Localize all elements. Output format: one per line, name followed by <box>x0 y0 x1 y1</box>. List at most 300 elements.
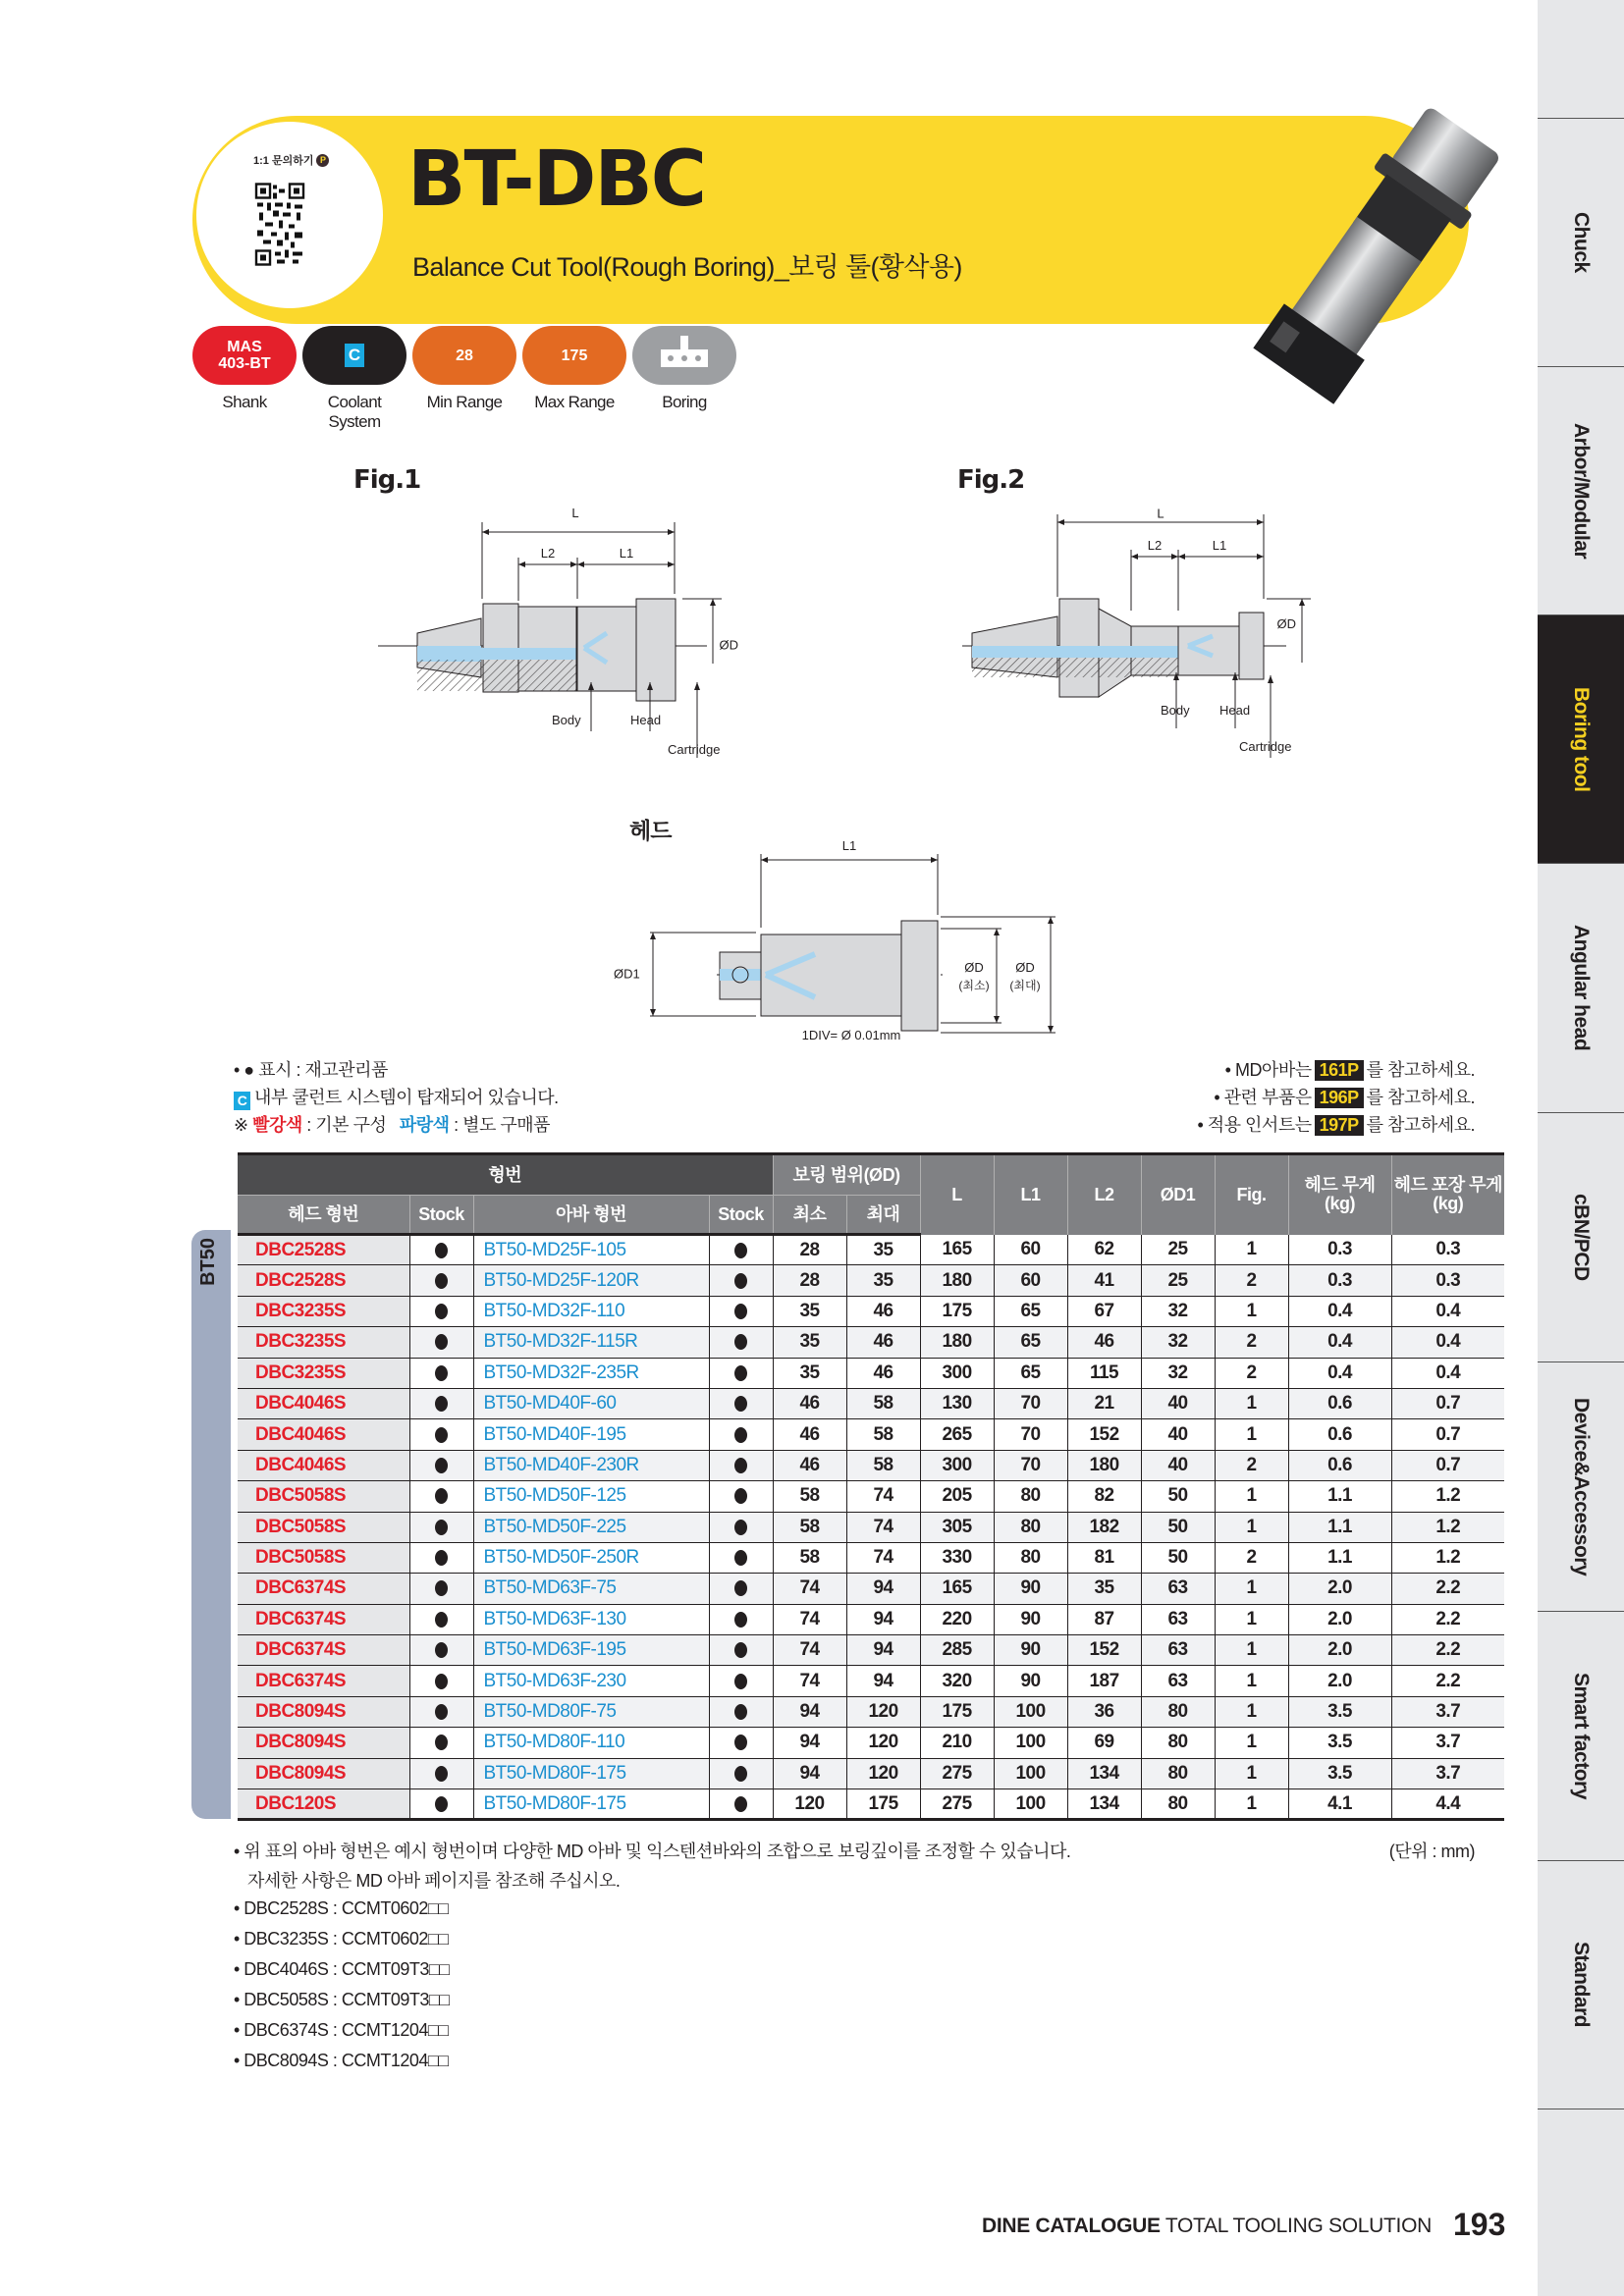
qr-label-text: 1:1 문의하기 <box>253 155 314 167</box>
max-cell: 58 <box>846 1388 920 1418</box>
head-drawing <box>609 834 1080 1060</box>
stock-dot-icon <box>734 1520 747 1535</box>
min-cell: 46 <box>773 1450 846 1480</box>
head-model-cell: DBC3235S <box>238 1327 409 1358</box>
table-row <box>238 1696 1504 1727</box>
head-dmax-label: ØD <box>1015 960 1035 975</box>
table-row <box>238 1574 1504 1604</box>
l2-cell: 87 <box>1067 1604 1141 1634</box>
d1-cell: 80 <box>1141 1696 1215 1727</box>
stock-dot-icon <box>435 1458 448 1473</box>
stock-dot-icon <box>435 1612 448 1628</box>
coolant-badge <box>302 326 406 385</box>
stock-dot-icon <box>734 1674 747 1689</box>
pack-weight-cell: 1.2 <box>1391 1481 1504 1512</box>
stock-dot-icon <box>435 1580 448 1596</box>
stock-dot-icon <box>435 1642 448 1658</box>
d1-cell: 63 <box>1141 1604 1215 1634</box>
ref-prefix: • 관련 부품은 <box>1214 1088 1312 1107</box>
max-cell: 46 <box>846 1358 920 1388</box>
head-weight-cell: 2.0 <box>1288 1635 1391 1666</box>
table-row <box>238 1635 1504 1666</box>
unit-label: (단위 : mm) <box>1388 1842 1475 1861</box>
spec-caption: Boring <box>662 393 707 411</box>
boring-badge <box>632 326 736 385</box>
arbor-model-cell: BT50-MD40F-230R <box>473 1450 709 1480</box>
shank-line2: 403-BT <box>218 355 271 372</box>
red-label: 빨강색 <box>252 1115 302 1135</box>
l2-cell: 115 <box>1067 1358 1141 1388</box>
l1-cell: 65 <box>994 1296 1067 1326</box>
stock-dot-icon <box>435 1427 448 1443</box>
stock-cell <box>409 1542 473 1573</box>
ref-inserts <box>1197 1111 1475 1137</box>
stock-cell <box>409 1789 473 1820</box>
stock-cell <box>409 1296 473 1326</box>
stock-dot-icon <box>734 1735 747 1750</box>
l-cell: 180 <box>920 1327 994 1358</box>
tab-cbn-pcd[interactable] <box>1538 1112 1624 1362</box>
bt50-group-tab <box>191 1230 231 1819</box>
l-cell: 130 <box>920 1388 994 1418</box>
head-fig-title: 헤드 <box>629 819 672 844</box>
d1-cell: 32 <box>1141 1296 1215 1326</box>
coolant-note <box>234 1084 559 1110</box>
fig2-l1-label: L1 <box>1212 538 1227 553</box>
arbor-model-cell: BT50-MD32F-115R <box>473 1327 709 1358</box>
stock-dot-icon <box>435 1304 448 1319</box>
max-cell: 74 <box>846 1481 920 1512</box>
min-cell: 35 <box>773 1358 846 1388</box>
max-cell: 35 <box>846 1265 920 1296</box>
tab-device-accessory[interactable] <box>1538 1362 1624 1611</box>
product-subtitle: Balance Cut Tool(Rough Boring)_보링 툴(황삭용) <box>412 252 962 282</box>
footer-tagline: TOTAL TOOLING SOLUTION <box>1164 2215 1432 2237</box>
spec-boring <box>632 326 736 412</box>
head-weight-cell: 3.5 <box>1288 1758 1391 1789</box>
stock-dot-icon <box>734 1796 747 1812</box>
stock-cell <box>709 1296 773 1326</box>
max-cell: 120 <box>846 1758 920 1789</box>
fig1-head-label: Head <box>630 713 662 727</box>
d1-cell: 50 <box>1141 1542 1215 1573</box>
head-model-cell: DBC8094S <box>238 1728 409 1758</box>
stock-cell <box>409 1358 473 1388</box>
stock-dot-icon <box>435 1243 448 1258</box>
stock-dot-icon <box>435 1674 448 1689</box>
table-row <box>238 1265 1504 1296</box>
l-cell: 180 <box>920 1265 994 1296</box>
head-weight-cell: 0.6 <box>1288 1419 1391 1450</box>
stock-cell <box>409 1604 473 1634</box>
stock-cell <box>709 1450 773 1480</box>
fig2-drawing <box>943 501 1316 766</box>
stock-dot-icon <box>435 1766 448 1782</box>
table-row <box>238 1604 1504 1634</box>
d1-cell: 80 <box>1141 1789 1215 1820</box>
l2-cell: 46 <box>1067 1327 1141 1358</box>
min-cell: 94 <box>773 1696 846 1727</box>
l2-cell: 134 <box>1067 1789 1141 1820</box>
pack-weight-cell: 2.2 <box>1391 1635 1504 1666</box>
page-ref-link[interactable]: 196P <box>1315 1088 1364 1108</box>
l1-cell: 100 <box>994 1728 1067 1758</box>
spec-coolant <box>302 326 406 432</box>
fig-cell: 1 <box>1215 1604 1288 1634</box>
d1-cell: 32 <box>1141 1358 1215 1388</box>
group-label: BT50 <box>197 1238 219 1286</box>
head-model-cell: DBC2528S <box>238 1235 409 1265</box>
spec-caption: Max Range <box>534 393 615 411</box>
head-model-cell: DBC4046S <box>238 1450 409 1480</box>
head-model-cell: DBC8094S <box>238 1758 409 1789</box>
arbor-model-cell: BT50-MD50F-250R <box>473 1542 709 1573</box>
head-model-cell: DBC5058S <box>238 1542 409 1573</box>
stock-cell <box>709 1327 773 1358</box>
d1-cell: 80 <box>1141 1728 1215 1758</box>
stock-cell <box>409 1265 473 1296</box>
head-model-cell: DBC8094S <box>238 1696 409 1727</box>
l-cell: 300 <box>920 1358 994 1388</box>
max-cell: 74 <box>846 1542 920 1573</box>
qr-inquiry-label[interactable] <box>253 152 329 168</box>
stock-dot-icon <box>734 1612 747 1628</box>
header-arbor-model: 아바 형번 <box>473 1196 709 1235</box>
arbor-model-cell: BT50-MD50F-225 <box>473 1512 709 1542</box>
min-cell: 120 <box>773 1789 846 1820</box>
head-weight-cell: 0.3 <box>1288 1265 1391 1296</box>
pack-weight-cell: 3.7 <box>1391 1728 1504 1758</box>
l1-cell: 80 <box>994 1481 1067 1512</box>
table-row <box>238 1789 1504 1820</box>
stock-cell <box>409 1450 473 1480</box>
header-head-weight: 헤드 무게 (kg) <box>1288 1154 1391 1235</box>
d1-cell: 40 <box>1141 1419 1215 1450</box>
insert-item: • DBC5058S : CCMT09T3□□ <box>234 1990 450 2009</box>
footnote-arbor-detail: 자세한 사항은 MD 아바 페이지를 참조해 주십시오. <box>247 1871 621 1891</box>
section-tabs <box>1538 0 1624 2296</box>
stock-cell <box>709 1789 773 1820</box>
fig2-title: Fig.2 <box>957 465 1025 495</box>
d1-cell: 50 <box>1141 1481 1215 1512</box>
head-model-cell: DBC6374S <box>238 1635 409 1666</box>
l1-cell: 80 <box>994 1542 1067 1573</box>
header-head-model: 헤드 형번 <box>238 1196 409 1235</box>
arbor-model-cell: BT50-MD80F-75 <box>473 1696 709 1727</box>
stock-cell <box>709 1696 773 1727</box>
fig2-cartridge-label: Cartridge <box>1239 739 1292 754</box>
pack-weight-cell: 2.2 <box>1391 1574 1504 1604</box>
l2-cell: 81 <box>1067 1542 1141 1573</box>
arbor-model-cell: BT50-MD50F-125 <box>473 1481 709 1512</box>
ref-related-parts <box>1214 1084 1475 1109</box>
fig2-d-label: ØD <box>1276 616 1296 631</box>
header-l1: L1 <box>994 1154 1067 1235</box>
head-weight-cell: 4.1 <box>1288 1789 1391 1820</box>
stock-cell <box>709 1481 773 1512</box>
stock-dot-icon <box>734 1642 747 1658</box>
stock-cell <box>409 1512 473 1542</box>
tab-label: Device&Accessory <box>1570 1397 1593 1576</box>
stock-cell <box>409 1666 473 1696</box>
l1-cell: 100 <box>994 1789 1067 1820</box>
header-l: L <box>920 1154 994 1235</box>
l1-cell: 70 <box>994 1388 1067 1418</box>
min-cell: 58 <box>773 1481 846 1512</box>
max-cell: 35 <box>846 1235 920 1265</box>
stock-cell <box>709 1419 773 1450</box>
head-model-cell: DBC6374S <box>238 1604 409 1634</box>
head-weight-cell: 0.4 <box>1288 1358 1391 1388</box>
page-ref-link[interactable]: 161P <box>1315 1060 1364 1081</box>
l-cell: 175 <box>920 1696 994 1727</box>
table-row <box>238 1728 1504 1758</box>
ref-suffix: 를 참고하세요. <box>1366 1115 1475 1135</box>
table-row <box>238 1419 1504 1450</box>
stock-dot-icon <box>435 1704 448 1720</box>
tab-chuck[interactable] <box>1538 118 1624 366</box>
header-min: 최소 <box>773 1196 846 1235</box>
tab-smart-factory[interactable] <box>1538 1611 1624 1860</box>
insert-item: • DBC3235S : CCMT0602□□ <box>234 1929 449 1949</box>
l-cell: 330 <box>920 1542 994 1573</box>
fig-cell: 1 <box>1215 1512 1288 1542</box>
tab-label: cBN/PCD <box>1570 1194 1593 1281</box>
coolant-c-icon: C <box>234 1092 250 1110</box>
stock-dot-icon <box>435 1488 448 1504</box>
max-cell: 120 <box>846 1728 920 1758</box>
stock-dot-icon <box>734 1365 747 1381</box>
max-cell: 46 <box>846 1296 920 1326</box>
pack-weight-cell: 0.7 <box>1391 1419 1504 1450</box>
l-cell: 285 <box>920 1635 994 1666</box>
head-weight-cell: 1.1 <box>1288 1512 1391 1542</box>
l-cell: 165 <box>920 1235 994 1265</box>
blue-label: 파랑색 <box>399 1115 450 1135</box>
fig-cell: 1 <box>1215 1481 1288 1512</box>
fig2-body-label: Body <box>1161 703 1190 718</box>
coolant-note-text: 내부 쿨런트 시스템이 탑재되어 있습니다. <box>254 1088 559 1107</box>
tab-empty <box>1538 2109 1624 2296</box>
fig-cell: 2 <box>1215 1327 1288 1358</box>
stock-dot-icon <box>734 1427 747 1443</box>
spec-max-range <box>522 326 626 412</box>
tab-label: Chuck <box>1570 212 1593 273</box>
fig-cell: 1 <box>1215 1419 1288 1450</box>
l1-cell: 60 <box>994 1265 1067 1296</box>
stock-dot-icon <box>435 1796 448 1812</box>
tab-boring-tool[interactable] <box>1538 614 1624 863</box>
fig-cell: 1 <box>1215 1296 1288 1326</box>
d1-cell: 40 <box>1141 1450 1215 1480</box>
l1-cell: 60 <box>994 1235 1067 1265</box>
l2-cell: 35 <box>1067 1574 1141 1604</box>
pack-weight-cell: 0.3 <box>1391 1265 1504 1296</box>
l1-cell: 90 <box>994 1604 1067 1634</box>
footnote-arbor: • 위 표의 아바 형번은 예시 형번이며 다양한 MD 아바 및 익스텐션바와의 조합으로 보링깊이를 조정할 수 있습니다. <box>234 1842 1071 1861</box>
stock-dot-icon <box>734 1273 747 1289</box>
arbor-model-cell: BT50-MD40F-195 <box>473 1419 709 1450</box>
stock-dot-icon <box>734 1704 747 1720</box>
color-legend-note <box>234 1111 550 1137</box>
coolant-icon: C <box>345 344 364 367</box>
pack-weight-cell: 0.4 <box>1391 1327 1504 1358</box>
qr-code[interactable] <box>255 183 304 266</box>
stock-dot-icon <box>435 1273 448 1289</box>
ref-prefix: • 적용 인서트는 <box>1197 1115 1312 1135</box>
stock-dot-icon <box>435 1365 448 1381</box>
max-cell: 58 <box>846 1419 920 1450</box>
l1-cell: 70 <box>994 1419 1067 1450</box>
arbor-model-cell: BT50-MD63F-75 <box>473 1574 709 1604</box>
pack-weight-cell: 0.4 <box>1391 1358 1504 1388</box>
min-range-badge: 28 <box>412 326 516 385</box>
d1-cell: 25 <box>1141 1235 1215 1265</box>
fig1-l2-label: L2 <box>540 546 556 561</box>
ref-suffix: 를 참고하세요. <box>1366 1060 1475 1080</box>
min-cell: 35 <box>773 1327 846 1358</box>
min-cell: 74 <box>773 1635 846 1666</box>
stock-cell <box>709 1512 773 1542</box>
fig1-title: Fig.1 <box>353 465 421 495</box>
l-cell: 175 <box>920 1296 994 1326</box>
arbor-model-cell: BT50-MD63F-130 <box>473 1604 709 1634</box>
stock-dot-icon <box>435 1550 448 1566</box>
d1-cell: 80 <box>1141 1758 1215 1789</box>
fig2-l-label: L <box>1157 506 1164 521</box>
fig1-drawing <box>373 501 738 766</box>
head-weight-cell: 0.3 <box>1288 1235 1391 1265</box>
min-cell: 46 <box>773 1388 846 1418</box>
max-cell: 120 <box>846 1696 920 1727</box>
max-cell: 94 <box>846 1604 920 1634</box>
stock-cell <box>409 1481 473 1512</box>
head-div-label: 1DIV= Ø 0.01mm <box>801 1028 901 1042</box>
insert-item: • DBC8094S : CCMT1204□□ <box>234 2051 449 2070</box>
l2-cell: 187 <box>1067 1666 1141 1696</box>
stock-cell <box>709 1574 773 1604</box>
head-weight-cell: 3.5 <box>1288 1728 1391 1758</box>
reference-mark: ※ <box>234 1115 248 1135</box>
insert-item: • DBC2528S : CCMT0602□□ <box>234 1898 449 1918</box>
head-dmin-sub: (최소) <box>958 979 990 992</box>
l2-cell: 67 <box>1067 1296 1141 1326</box>
d1-cell: 32 <box>1141 1327 1215 1358</box>
l1-cell: 70 <box>994 1450 1067 1480</box>
min-cell: 58 <box>773 1512 846 1542</box>
head-weight-cell: 2.0 <box>1288 1666 1391 1696</box>
min-cell: 35 <box>773 1296 846 1326</box>
d1-cell: 40 <box>1141 1388 1215 1418</box>
l-cell: 265 <box>920 1419 994 1450</box>
stock-cell <box>409 1574 473 1604</box>
max-cell: 74 <box>846 1512 920 1542</box>
l1-cell: 65 <box>994 1358 1067 1388</box>
pack-weight-cell: 0.7 <box>1391 1388 1504 1418</box>
header-range: 보링 범위(ØD) <box>773 1154 920 1196</box>
fig-cell: 1 <box>1215 1758 1288 1789</box>
shank-badge <box>192 326 297 385</box>
fig-cell: 1 <box>1215 1235 1288 1265</box>
head-weight-cell: 2.0 <box>1288 1574 1391 1604</box>
tab-label: Standard <box>1570 1942 1593 2028</box>
tab-arbor-modular[interactable] <box>1538 366 1624 614</box>
head-weight-cell: 0.6 <box>1288 1450 1391 1480</box>
table-row <box>238 1450 1504 1480</box>
l2-cell: 36 <box>1067 1696 1141 1727</box>
tab-standard[interactable] <box>1538 1860 1624 2109</box>
l-cell: 305 <box>920 1512 994 1542</box>
table-row <box>238 1296 1504 1326</box>
max-range-badge: 175 <box>522 326 626 385</box>
arbor-model-cell: BT50-MD32F-110 <box>473 1296 709 1326</box>
table-row <box>238 1542 1504 1573</box>
footer <box>982 2215 1432 2238</box>
l2-cell: 180 <box>1067 1450 1141 1480</box>
stock-dot-icon <box>734 1766 747 1782</box>
stock-cell <box>709 1728 773 1758</box>
fig-cell: 1 <box>1215 1696 1288 1727</box>
l2-cell: 182 <box>1067 1512 1141 1542</box>
blue-text: : 별도 구매품 <box>454 1115 551 1135</box>
l1-cell: 80 <box>994 1512 1067 1542</box>
head-model-cell: DBC5058S <box>238 1512 409 1542</box>
fig-cell: 1 <box>1215 1574 1288 1604</box>
tab-label: Angular head <box>1570 925 1593 1051</box>
max-cell: 58 <box>846 1450 920 1480</box>
fig-cell: 2 <box>1215 1542 1288 1573</box>
l-cell: 210 <box>920 1728 994 1758</box>
pack-weight-cell: 2.2 <box>1391 1604 1504 1634</box>
max-cell: 175 <box>846 1789 920 1820</box>
pack-weight-cell: 0.3 <box>1391 1235 1504 1265</box>
min-cell: 28 <box>773 1235 846 1265</box>
page-ref-link[interactable]: 197P <box>1315 1115 1364 1136</box>
l2-cell: 134 <box>1067 1758 1141 1789</box>
tab-label: Boring tool <box>1570 686 1593 792</box>
stock-cell <box>409 1388 473 1418</box>
l2-cell: 62 <box>1067 1235 1141 1265</box>
min-cell: 28 <box>773 1265 846 1296</box>
l2-cell: 82 <box>1067 1481 1141 1512</box>
arbor-model-cell: BT50-MD40F-60 <box>473 1388 709 1418</box>
header-stock: Stock <box>709 1196 773 1235</box>
stock-dot-icon <box>734 1550 747 1566</box>
stock-dot-icon <box>435 1735 448 1750</box>
fig-cell: 1 <box>1215 1388 1288 1418</box>
l2-cell: 41 <box>1067 1265 1141 1296</box>
table-row <box>238 1388 1504 1418</box>
pack-weight-cell: 1.2 <box>1391 1512 1504 1542</box>
pack-weight-cell: 1.2 <box>1391 1542 1504 1573</box>
insert-item: • DBC4046S : CCMT09T3□□ <box>234 1959 450 1979</box>
d1-cell: 63 <box>1141 1635 1215 1666</box>
pack-weight-cell: 0.4 <box>1391 1296 1504 1326</box>
stock-cell <box>709 1758 773 1789</box>
tab-angular-head[interactable] <box>1538 863 1624 1112</box>
fig1-body-label: Body <box>552 713 581 727</box>
head-d1-label: ØD1 <box>614 966 640 982</box>
head-weight-cell: 1.1 <box>1288 1542 1391 1573</box>
min-cell: 58 <box>773 1542 846 1573</box>
pack-weight-cell: 0.7 <box>1391 1450 1504 1480</box>
fig-cell: 1 <box>1215 1666 1288 1696</box>
stock-dot-icon <box>734 1334 747 1350</box>
table-row <box>238 1758 1504 1789</box>
stock-dot-icon <box>734 1304 747 1319</box>
head-dmin-label: ØD <box>964 960 984 975</box>
head-l1-label: L1 <box>841 838 857 853</box>
